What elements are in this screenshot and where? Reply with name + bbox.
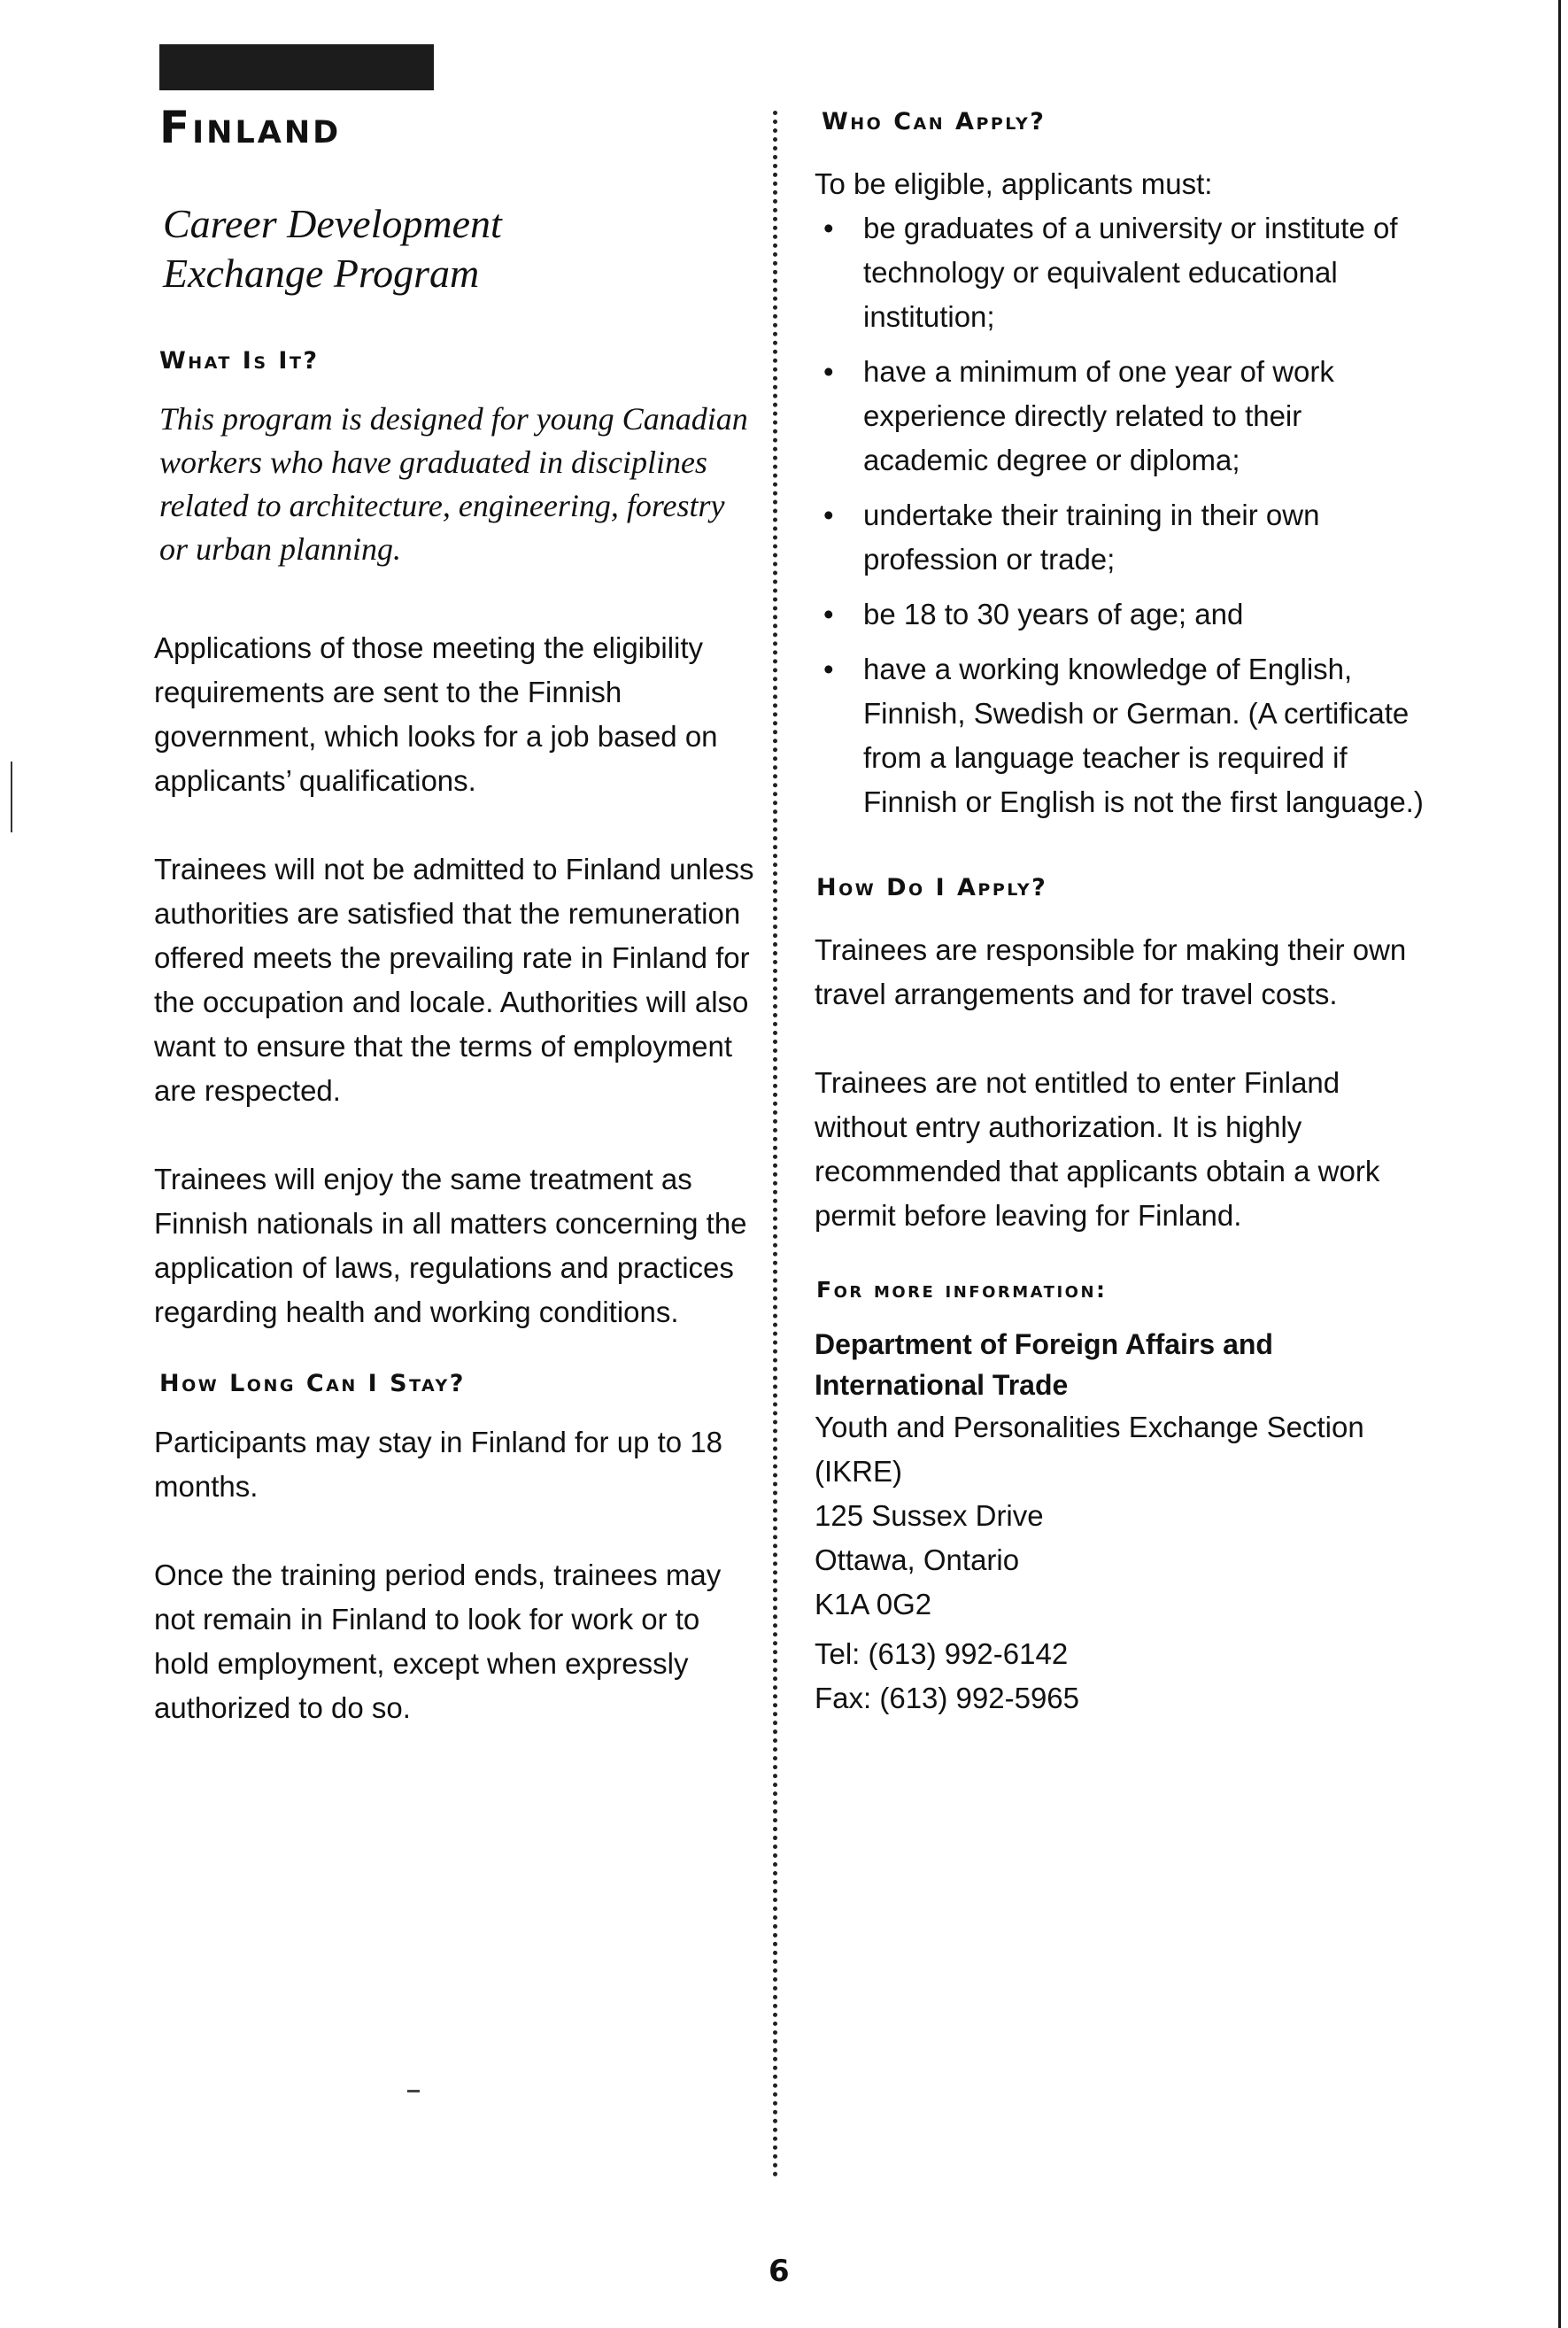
scan-speck: [407, 2090, 420, 2092]
list-item: [815, 647, 1434, 824]
address-line: (IKRE): [815, 1455, 902, 1488]
bullet-icon: •: [823, 653, 834, 685]
program-title-line: Career Development: [163, 201, 502, 246]
list-item: [815, 350, 1434, 483]
program-title: [163, 199, 754, 298]
body-paragraph: Once the training period ends, trainees may not remain in Finland to look for work or to hold employment, except when expressly authorized to do so.: [154, 1558, 722, 1724]
body-paragraph: Trainees are not entitled to enter Finland without entry authorization. It is highly recommended that applicants obtain a work permit before leaving for Finland.: [815, 1066, 1380, 1232]
list-item-text: have a minimum of one year of work experience directly related to their academic degree or diploma;: [863, 355, 1334, 476]
body-paragraph: Participants may stay in Finland for up to 18 months.: [154, 1426, 722, 1503]
list-item-text: have a working knowledge of English, Finnish, Swedish or German. (A certificate from a language teacher is required if Finnish or English is not the first language.): [863, 653, 1424, 818]
country-title: Finland: [159, 102, 342, 153]
body-paragraph: Applications of those meeting the eligibility requirements are sent to the Finnish government, which looks for a job based on applicants’ qualifications.: [154, 631, 718, 797]
eligibility-list: [815, 206, 1434, 824]
eligibility-lead: To be eligible, applicants must:: [815, 167, 1213, 200]
address-line: K1A 0G2: [815, 1588, 932, 1620]
section-heading-how-long: How Long Can I Stay?: [159, 1370, 466, 1397]
body-paragraph: Trainees are responsible for making their own travel arrangements and for travel costs.: [815, 933, 1407, 1010]
scan-edge-line: [1558, 0, 1561, 2328]
department-name: International Trade: [815, 1369, 1069, 1401]
program-title-line: Exchange Program: [163, 251, 480, 296]
fax: Fax: (613) 992-5965: [815, 1682, 1080, 1714]
list-item: [815, 592, 1434, 637]
body-paragraph: Trainees will enjoy the same treatment as Finnish nationals in all matters concerning the application of laws, regulations and practices regarding health and working conditions.: [154, 1163, 747, 1328]
bullet-icon: •: [823, 598, 834, 630]
body-paragraph: Trainees will not be admitted to Finland unless authorities are satisfied that the remuneration offered meets the prevailing rate in Finland for the occupation and locale. Authorities will also want to ensure that the terms of employment are respected.: [154, 853, 754, 1107]
section-heading-what-is-it: What Is It?: [159, 347, 320, 375]
list-item: [815, 493, 1434, 582]
section-heading-who-can-apply: Who Can Apply?: [822, 108, 1047, 135]
list-item: [815, 206, 1434, 339]
bullet-icon: •: [823, 355, 834, 388]
column-divider: [773, 111, 777, 2178]
page-number: 6: [769, 2254, 790, 2289]
bullet-icon: •: [823, 499, 834, 531]
list-item-text: undertake their training in their own profession or trade;: [863, 499, 1320, 576]
telephone: Tel: (613) 992-6142: [815, 1637, 1069, 1670]
right-column: [815, 108, 1434, 1721]
list-item-text: be graduates of a university or institute of technology or equivalent educational institution;: [863, 212, 1398, 333]
bullet-icon: •: [823, 212, 834, 244]
header-bar: [159, 44, 434, 90]
intro-text: This program is designed for young Canadian workers who have graduated in disciplines related to architecture, engineering, forestry or urban planning.: [159, 401, 748, 567]
section-heading-more-info: For more information:: [816, 1277, 1108, 1303]
left-column: [152, 102, 754, 1775]
department-name: Department of Foreign Affairs and: [815, 1328, 1273, 1360]
list-item-text: be 18 to 30 years of age; and: [863, 598, 1244, 630]
address-line: 125 Sussex Drive: [815, 1499, 1044, 1532]
scan-mark: [11, 762, 12, 832]
section-heading-how-apply: How Do I Apply?: [816, 874, 1048, 901]
contact-block: [815, 1324, 1434, 1627]
address-line: Youth and Personalities Exchange Section: [815, 1411, 1364, 1443]
address-line: Ottawa, Ontario: [815, 1543, 1020, 1576]
